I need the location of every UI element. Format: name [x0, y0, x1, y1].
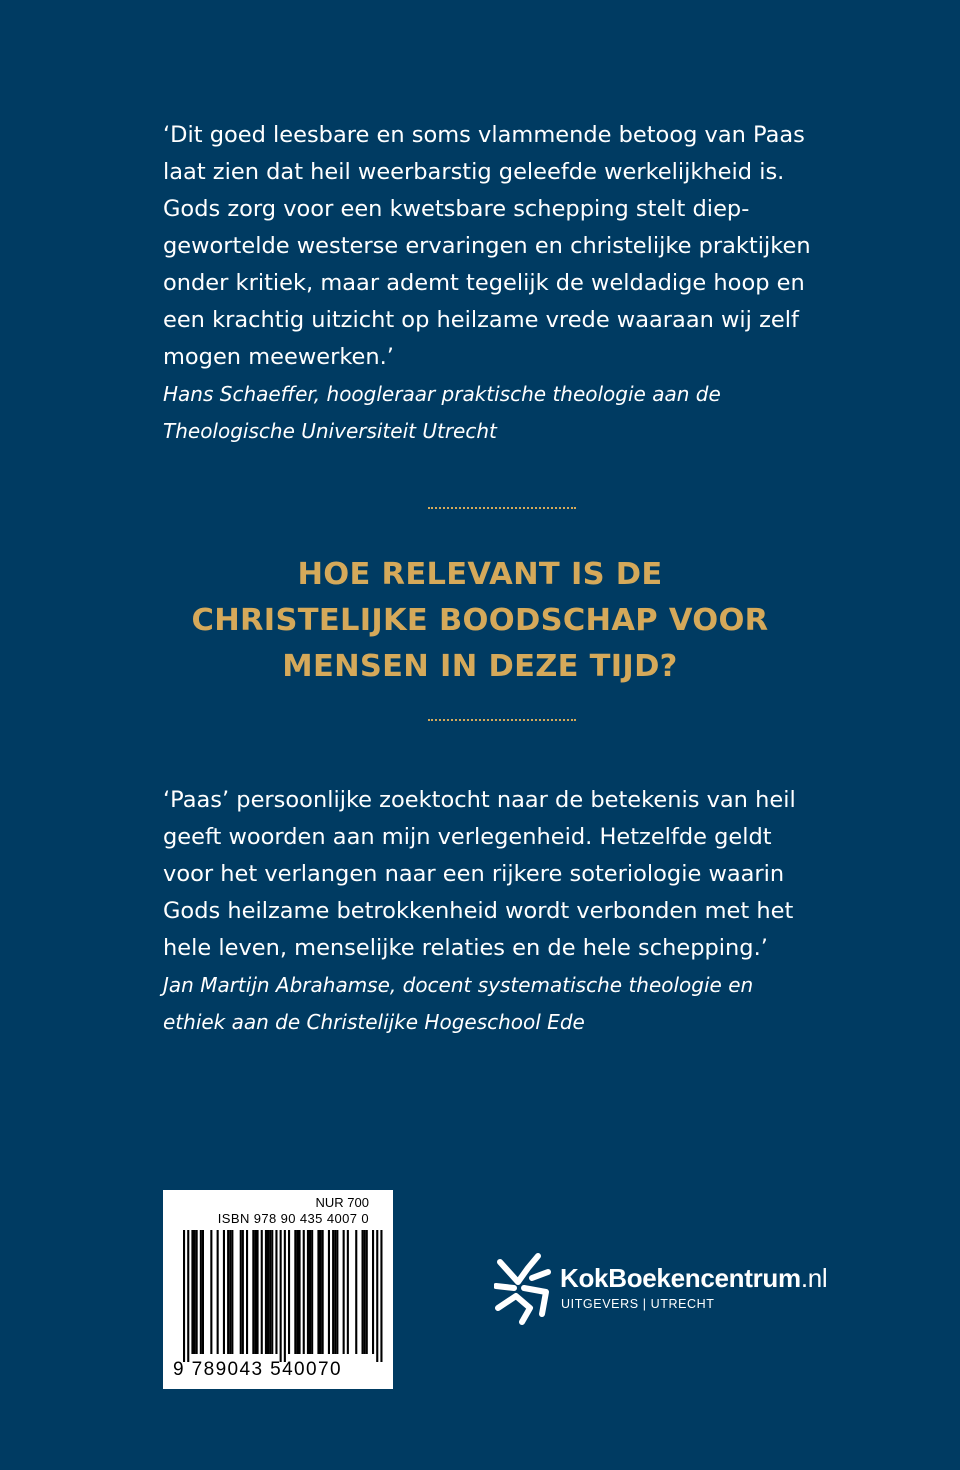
barcode-bar: [275, 1230, 277, 1354]
barcode-bars: [177, 1230, 383, 1362]
barcode-bar: [246, 1230, 248, 1354]
kokboekencentrum-logo-icon: [494, 1252, 552, 1328]
barcode-bar: [309, 1230, 311, 1354]
isbn-number: ISBN 978 90 435 4007 0: [217, 1211, 369, 1226]
barcode-bar: [364, 1230, 366, 1354]
quote-attribution: ethiek aan de Christelijke Hogeschool Ede: [163, 1010, 585, 1034]
review-quote-schaeffer: [163, 117, 843, 450]
barcode-bar: [288, 1230, 290, 1354]
barcode-bar: [202, 1230, 204, 1354]
quote-attribution: Hans Schaeffer, hoogleraar praktische theologie aan de: [163, 382, 721, 406]
barcode-bar: [380, 1230, 382, 1362]
barcode-bar: [362, 1230, 364, 1354]
headline-line: HOE RELEVANT IS DE: [297, 557, 663, 592]
quote-line: mogen meewerken.’: [163, 344, 394, 370]
quote-line: hele leven, menselijke relaties en de hele schepping.’: [163, 935, 768, 961]
barcode-bar: [217, 1230, 219, 1354]
barcode-bar: [210, 1230, 212, 1354]
quote-line: Gods heilzame betrokkenheid wordt verbonden met het: [163, 898, 794, 924]
quote-line: ‘Dit goed leesbare en soms vlammende betoog van Paas: [163, 122, 805, 148]
barcode-bar: [317, 1230, 319, 1354]
barcode-bar: [296, 1230, 298, 1354]
barcode-digits: 9 789043 540070: [173, 1359, 342, 1380]
barcode-bar: [299, 1230, 301, 1354]
barcode-bar: [336, 1230, 338, 1354]
quote-attribution: Theologische Universiteit Utrecht: [163, 419, 497, 443]
barcode-label: [163, 1190, 393, 1389]
quote-line: gewortelde westerse ervaringen en christelijke praktijken: [163, 233, 811, 259]
quote-line: laat zien dat heil weerbarstig geleefde werkelijkheid is.: [163, 159, 785, 185]
barcode-bar: [307, 1230, 309, 1354]
barcode-bar: [231, 1230, 233, 1354]
headline-line: MENSEN IN DEZE TIJD?: [282, 649, 678, 684]
barcode-bar: [332, 1230, 334, 1354]
barcode-bar: [183, 1230, 185, 1362]
barcode-bar: [355, 1230, 357, 1354]
headline-line: CHRISTELIJKE BOODSCHAP VOOR: [191, 603, 769, 638]
quote-line: geeft woorden aan mijn verlegenheid. Hetzelfde geldt: [163, 824, 772, 850]
quote-attribution: Jan Martijn Abrahamse, docent systematische theologie en: [163, 973, 754, 997]
barcode-bar: [194, 1230, 196, 1354]
barcode-bar: [267, 1230, 269, 1354]
quote-line: Gods zorg voor een kwetsbare schepping stelt diep-: [163, 196, 750, 222]
barcode-bar: [311, 1230, 313, 1354]
headline-question: [0, 552, 960, 690]
barcode-bar: [372, 1230, 374, 1354]
review-quote-abrahamse: [163, 782, 843, 1041]
publisher-name-bold: KokBoekencentrum: [560, 1263, 801, 1293]
barcode-bar: [242, 1230, 244, 1354]
quote-line: voor het verlangen naar een rijkere soteriologie waarin: [163, 861, 785, 887]
barcode-bar: [284, 1230, 286, 1362]
barcode-bar: [265, 1230, 267, 1354]
barcode-bar: [240, 1230, 242, 1354]
barcode-bar: [271, 1230, 273, 1354]
quote-line: ‘Paas’ persoonlijke zoektocht naar de betekenis van heil: [163, 787, 796, 813]
publisher-name: [560, 1263, 827, 1294]
nur-code: NUR 700: [315, 1195, 369, 1210]
barcode-bar: [254, 1230, 256, 1354]
publisher-subtitle: UITGEVERS | UTRECHT: [561, 1297, 715, 1311]
barcode-bar: [200, 1230, 202, 1354]
barcode-bar: [280, 1230, 282, 1362]
barcode-bar: [269, 1230, 271, 1354]
barcode-bar: [191, 1230, 193, 1354]
barcode-bar: [376, 1230, 378, 1362]
quote-line: onder kritiek, maar ademt tegelijk de weldadige hoop en: [163, 270, 805, 296]
barcode-bar: [366, 1230, 368, 1354]
barcode-bar: [257, 1230, 259, 1354]
dotted-divider: [428, 719, 576, 721]
barcode-bar: [320, 1230, 322, 1354]
barcode-bar: [322, 1230, 324, 1354]
publisher-logo: [494, 1252, 828, 1332]
barcode-bar: [196, 1230, 198, 1354]
barcode-bar: [227, 1230, 229, 1354]
barcode-bar: [252, 1230, 254, 1354]
barcode-bar: [294, 1230, 296, 1354]
quote-line: een krachtig uitzicht op heilzame vrede waaraan wij zelf: [163, 307, 799, 333]
barcode-bar: [187, 1230, 189, 1362]
barcode-bar: [347, 1230, 349, 1354]
barcode-bar: [343, 1230, 345, 1354]
barcode-bar: [223, 1230, 225, 1354]
barcode-bar: [328, 1230, 330, 1354]
barcode-bar: [334, 1230, 336, 1354]
barcode-bar: [229, 1230, 231, 1354]
publisher-name-suffix: .nl: [800, 1263, 828, 1293]
dotted-divider: [428, 507, 576, 509]
barcode-bar: [303, 1230, 305, 1354]
barcode-bar: [261, 1230, 263, 1354]
